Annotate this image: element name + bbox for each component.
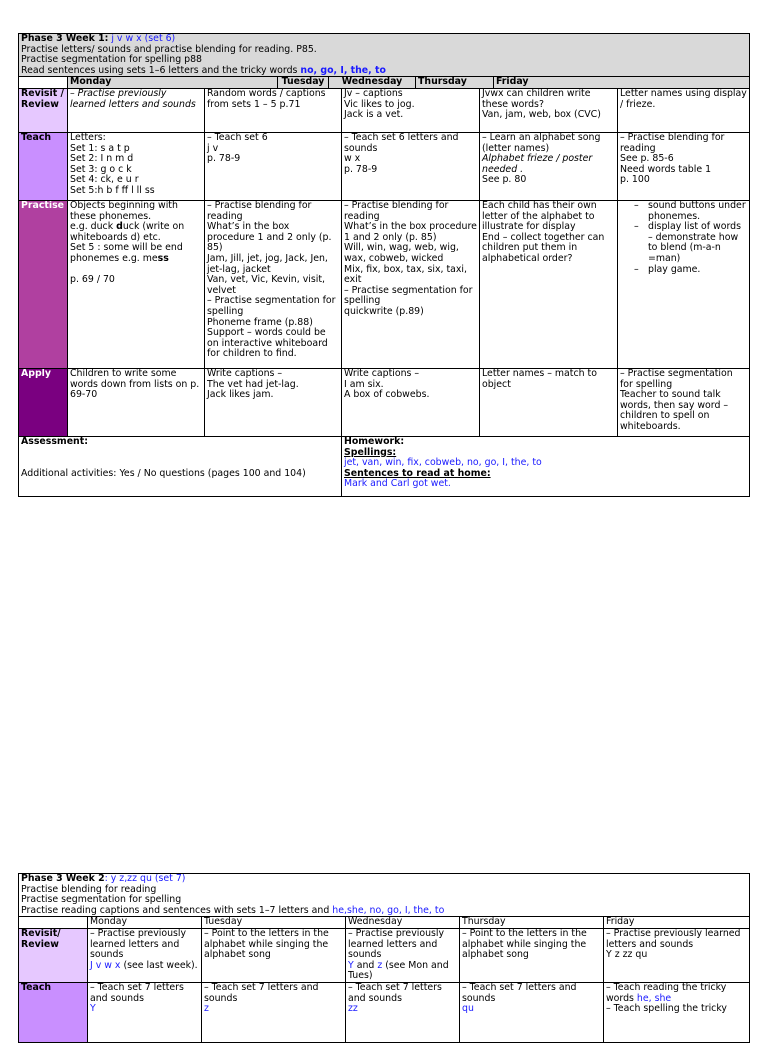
week2-tricky-intro: Practise reading captions and sentences with sets 1–7 letters and [21,904,333,916]
practise-tuesday [205,200,342,368]
week1-line-2: Practise segmentation for spelling p88 [21,54,202,66]
cell-text: – Learn an alphabet song (letter names) [482,132,601,154]
cell-text: See p. 80 [482,174,527,186]
week2-line-2: Practise segmentation for spelling [21,894,182,906]
cell-text: Set 4: ck, e u r [70,174,139,186]
week1-days [68,77,750,89]
cell-text: Set 3: g o c k [70,163,132,175]
cell-text: – Practise blending for reading [344,200,449,222]
week1-days-row [19,77,750,89]
week2-header [19,874,750,917]
revisit-friday [604,928,750,982]
cell-text: Letter names – match to object [482,368,597,390]
week2-tricky-words: he,she, no, go, I, the, to [332,904,445,916]
cell-text: e.g. duck [70,221,117,233]
cell-text: – Teach spelling the tricky [606,1003,727,1015]
cell-text: – Teach set 6 letters and sounds [344,132,459,154]
week1-row-teach [19,132,750,200]
teach-friday [618,132,750,200]
practise-friday-list [620,201,747,275]
cell-text: p. 78-9 [207,153,241,165]
cell-text: I am six. [344,378,384,390]
week2-line-1: Practise blending for reading [21,883,157,895]
cell-text: Letters: [70,132,106,143]
cell-text: What’s in the box procedure 1 and 2 only (p. 85) [207,221,332,254]
additional-activities: Additional activities: Yes / No questions (pages 100 and 104) [21,467,306,479]
blue-letters: J v w x [90,959,121,971]
list-item: – display list of words – demonstrate how to blend (m-a-n =man) [648,222,747,264]
practise-wednesday [342,200,480,368]
list-item: – sound buttons under phonemes. [648,201,747,222]
homework-label: Homework: [344,436,405,447]
cell-text: p. 78-9 [344,163,378,175]
cell-text: Set 5:h b f ff l ll ss [70,184,155,196]
week1-tricky-words: no, go, I, the, to [300,64,386,76]
cell-text: Jv – captions [344,88,403,99]
cell-text: The vet had jet-lag. [207,378,299,390]
day-wednesday: Wednesday [329,77,416,88]
practise-thursday [480,200,618,368]
cell-text: – Practise segmentation for spelling [207,295,336,317]
cell-text: Set 2: I n m d [70,153,134,165]
day-tuesday: Tuesday [278,77,329,88]
week1-table [18,33,750,497]
cell-text: p. 100 [620,174,650,186]
cell-text: – Teach reading the tricky words [606,982,727,1004]
cell-text: Van, jam, web, box (CVC) [482,109,601,121]
assessment-cell [19,436,342,496]
revisit-wednesday [342,88,480,132]
cell-text: Mix, fix, box, tax, six, taxi, exit [344,263,468,286]
week1-title: Phase 3 Week 1: [21,33,109,44]
week1-header [19,34,750,77]
week2-table [18,873,750,1043]
cell-text: – Point to the letters in the alphabet while singing the alphabet song [462,928,587,961]
cell-text: – Teach set 6 [207,132,268,143]
row-label-practise: Practise [19,200,68,368]
cell-text: Jack is a vet. [344,109,404,121]
day-friday: Friday [604,917,750,929]
teach-monday [88,982,202,1042]
sentences-text: Mark and Carl got wet. [344,478,451,490]
day-wednesday: Wednesday [346,917,460,929]
assessment-label: Assessment: [21,436,88,447]
revisit-friday [618,88,750,132]
week2-plan [18,873,749,1043]
week1-row-assessment [19,436,750,496]
day-monday: Monday [68,77,278,88]
cell-text: – Practise previously learned letters and sounds [90,928,187,961]
revisit-thursday [480,88,618,132]
day-thursday: Thursday [416,77,494,88]
revisit-tuesday [205,88,342,132]
day-tuesday: Tuesday [202,917,346,929]
cell-text: and [353,959,378,971]
practise-monday [68,200,205,368]
revisit-monday [68,88,205,132]
bold-letter: ss [157,252,169,264]
cell-text: w x [344,153,361,165]
blue-letters: he, she [636,992,672,1004]
blue-letters: Y [90,1003,96,1015]
cell-text: Vic likes to jog. [344,98,415,110]
blue-letters: qu [462,1003,474,1015]
cell-text: Jvwx can children write these words? [482,88,591,110]
row-label-teach: Teach [19,982,88,1042]
spellings-label: Spellings: [344,446,397,458]
cell-text: – Practise segmentation for spelling [344,284,473,307]
cell-text: Phoneme frame (p.88) [207,316,313,328]
cell-text: Set 5 : some will be end phonemes e.g. me [70,242,183,264]
cell-text: Need words table 1 [620,163,712,175]
cell-text: – Point to the letters in the alphabet while singing the alphabet song [204,928,329,961]
week2-days-row [19,917,750,929]
week1-header-row [19,34,750,77]
spellings-list: jet, van, win, fix, cobweb, no, go, I, the, to [344,457,542,469]
cell-text: – Practise previously learned letters and sounds [606,928,741,950]
cell-text: Random words / captions from sets 1 – 5 p.71 [207,88,326,110]
cell-text: (see Mon and Tues) [348,959,449,982]
week1-corner [19,77,68,89]
list-item: – play game. [648,265,747,276]
teach-wednesday [342,132,480,200]
apply-thursday [480,368,618,436]
revisit-tuesday [202,928,346,982]
cell-text: Each child has their own letter of the alphabet to illustrate for display [482,200,597,233]
cell-text: Teacher to sound talk words, then say word – children to spell on whiteboards. [620,389,729,432]
week1-plan [18,33,749,497]
homework-cell [342,436,750,496]
revisit-wednesday [346,928,460,982]
cell-text: Van, vet, Vic, Kevin, visit, velvet [207,274,326,296]
cell-text: Children to write some words down from lists on p. 69-70 [70,368,200,401]
cell-text: Alphabet frieze / poster needed . [482,153,593,175]
day-thursday: Thursday [460,917,604,929]
apply-tuesday [205,368,342,436]
week1-row-practise [19,200,750,368]
blue-letters: zz [348,1003,358,1015]
blue-letters: Y [348,959,354,971]
teach-tuesday [205,132,342,200]
cell-text: Letter names using display / frieze. [620,88,747,110]
cell-text: Write captions – [207,368,283,379]
row-label-revisit: Revisit / Review [19,88,68,132]
cell-text: – Practise blending for reading [620,132,725,154]
teach-monday [68,132,205,200]
blue-letters: z [204,1003,209,1015]
week1-row-apply [19,368,750,436]
cell-text: – Practise previously learned letters and sounds [70,88,196,110]
cell-text: – Teach set 7 letters and sounds [90,982,184,1004]
bold-letter: d [116,221,123,233]
apply-friday [618,368,750,436]
revisit-thursday [460,928,604,982]
cell-text: quickwrite (p.89) [344,305,424,317]
cell-text: – Practise segmentation for spelling [620,368,733,390]
week2-header-row [19,874,750,917]
cell-text: – Teach set 7 letters and sounds [462,982,577,1004]
cell-text: Will, win, wag, web, wig, wax, cobweb, wicked [344,242,459,264]
cell-text: – Practise previously learned letters and sounds [348,928,445,961]
week1-set: j v w x (set 6) [108,33,176,44]
teach-thursday [460,982,604,1042]
cell-text: Jam, Jill, jet, jog, Jack, Jen, jet-lag, jacket [207,252,328,275]
week2-row-revisit [19,928,750,982]
week1-row-revisit [19,88,750,132]
week2-title: Phase 3 Week 2 [21,873,105,884]
practise-friday [618,200,750,368]
cell-text: – Teach set 7 letters and sounds [204,982,319,1004]
week2-row-teach [19,982,750,1042]
apply-wednesday [342,368,480,436]
row-label-apply: Apply [19,368,68,436]
cell-text: A box of cobwebs. [344,389,430,401]
day-friday: Friday [496,76,529,88]
revisit-monday [88,928,202,982]
day-monday: Monday [88,917,202,929]
cell-text: Support – words could be on interactive whiteboard for children to find. [207,327,328,360]
blue-letters: z [377,959,383,971]
cell-text: j v [207,142,219,154]
cell-text: (see last week). [120,959,198,971]
cell-text: Set 1: s a t p [70,142,130,154]
cell-text: – Teach set 7 letters and sounds [348,982,442,1004]
sentences-label: Sentences to read at home: [344,467,491,479]
cell-text: End – collect together can children put them in alphabetical order? [482,231,605,264]
row-label-teach: Teach [19,132,68,200]
week2-corner [19,917,88,929]
teach-wednesday [346,982,460,1042]
cell-text: What’s in the box procedure 1 and 2 only (p. 85) [344,221,477,243]
week2-set: : y z,zz qu (set 7) [104,873,186,884]
teach-friday [604,982,750,1042]
cell-text: Jack likes jam. [207,389,274,401]
week1-tricky-intro: Read sentences using sets 1–6 letters and the tricky words [21,64,301,76]
cell-text: See p. 85-6 [620,153,674,165]
cell-text: – Practise blending for reading [207,200,312,222]
row-label-revisit: Revisit/ Review [19,928,88,982]
cell-text: Objects beginning with these phonemes. [70,200,178,222]
teach-thursday [480,132,618,200]
cell-text: Y z zz qu [606,949,648,961]
cell-text: p. 69 / 70 [70,274,115,286]
cell-text: uck (write on whiteboards d) etc. [70,221,185,243]
apply-monday [68,368,205,436]
cell-text: Write captions – [344,368,420,379]
teach-tuesday [202,982,346,1042]
week1-line-1: Practise letters/ sounds and practise blending for reading. P85. [21,43,317,55]
